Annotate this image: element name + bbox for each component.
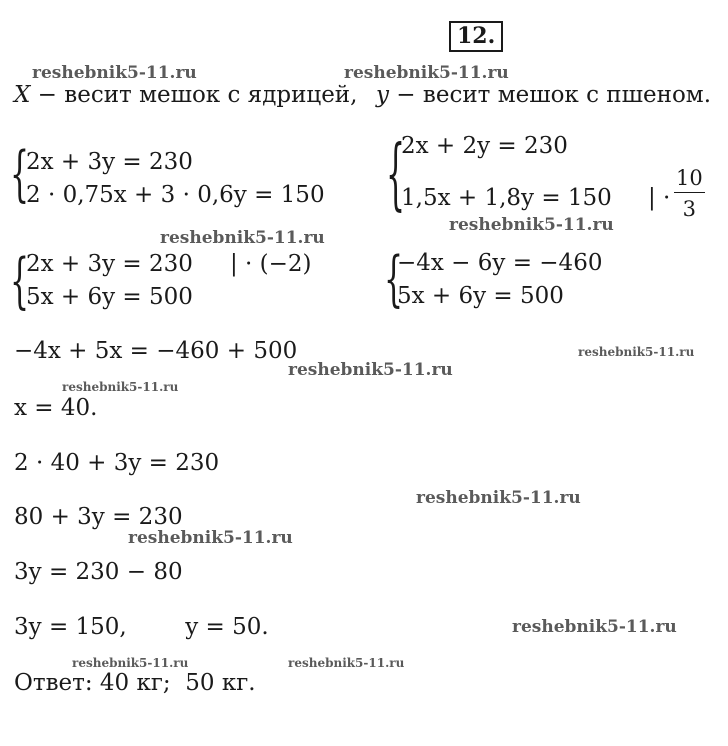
watermark: reshebnik5-11.ru — [449, 215, 614, 235]
system1-line2: 2 · 0,75x + 3 · 0,6y = 150 — [26, 182, 325, 208]
system-brace: { — [10, 140, 30, 210]
system4-line1: −4x − 6y = −460 — [397, 250, 603, 276]
watermark: reshebnik5-11.ru — [416, 488, 581, 508]
x-variable: X — [14, 82, 31, 108]
step-line: 3y = 150, y = 50. — [14, 614, 269, 640]
system2-line1: 2x + 2y = 230 — [401, 133, 568, 159]
step-line: 2 · 40 + 3y = 230 — [14, 450, 220, 476]
problem-number: 12. — [449, 21, 503, 52]
watermark: reshebnik5-11.ru — [344, 63, 509, 83]
system2-multiplier: | · — [648, 185, 671, 211]
fraction-numerator: 10 — [674, 166, 705, 193]
watermark: reshebnik5-11.ru — [578, 345, 695, 359]
watermark: reshebnik5-11.ru — [62, 380, 179, 394]
system-brace: { — [10, 247, 30, 317]
step-line: 80 + 3y = 230 — [14, 504, 183, 530]
system3-line1: 2x + 3y = 230 — [26, 251, 193, 277]
system-brace: { — [384, 245, 404, 315]
system1-line1: 2x + 3y = 230 — [26, 149, 193, 175]
y-variable: y — [376, 82, 389, 108]
x-description: − весит мешок с ядрицей, — [30, 82, 358, 108]
watermark: reshebnik5-11.ru — [288, 360, 453, 380]
intro-line — [14, 84, 357, 107]
watermark: reshebnik5-11.ru — [32, 63, 197, 83]
watermark: reshebnik5-11.ru — [288, 656, 405, 670]
watermark: reshebnik5-11.ru — [160, 228, 325, 248]
step-line: 3y = 230 − 80 — [14, 559, 183, 585]
answer: Ответ: 40 кг; 50 кг. — [14, 670, 256, 696]
system2-line2: 1,5x + 1,8y = 150 — [401, 185, 612, 211]
system3-line2: 5x + 6y = 500 — [26, 284, 193, 310]
intro-line-2 — [376, 84, 711, 107]
watermark: reshebnik5-11.ru — [72, 656, 189, 670]
fraction-denominator: 3 — [682, 197, 697, 221]
system4-line2: 5x + 6y = 500 — [397, 283, 564, 309]
system3-multiplier: | · (−2) — [230, 251, 312, 277]
fraction — [674, 166, 705, 221]
watermark: reshebnik5-11.ru — [512, 617, 677, 637]
step-line: x = 40. — [14, 395, 98, 421]
system-brace: { — [386, 130, 406, 222]
step-line: −4x + 5x = −460 + 500 — [14, 338, 298, 364]
watermark: reshebnik5-11.ru — [128, 528, 293, 548]
y-description: − весит мешок с пшеном. — [389, 82, 712, 108]
